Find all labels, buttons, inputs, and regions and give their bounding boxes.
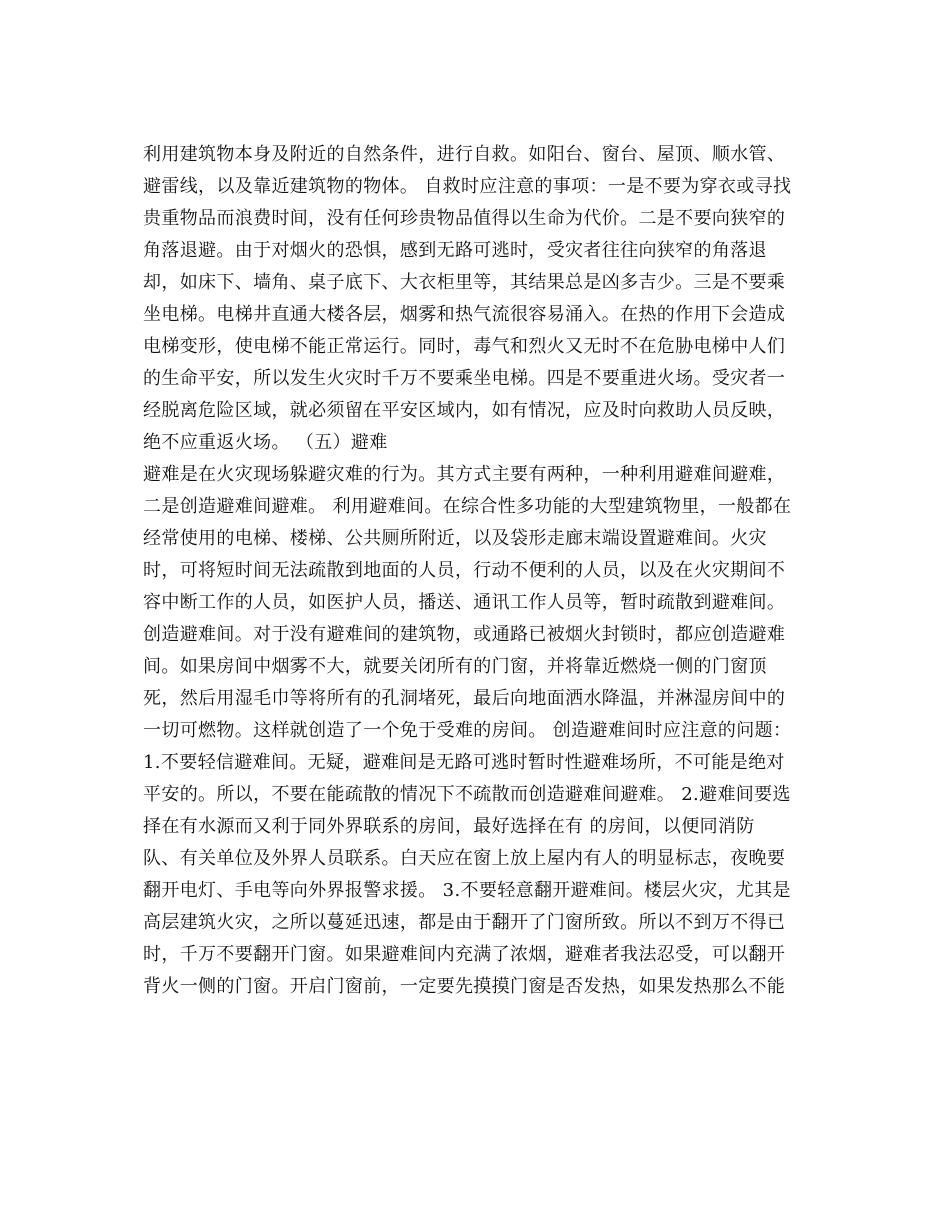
text-line: 坐电梯。电梯井直通大楼各层，烟雾和热气流很容易涌入。在热的作用下会造成 [143, 304, 786, 325]
section-heading-line: 绝不应重返火场。 （五）避难 [143, 432, 388, 453]
text-line: 经脱离危险区域，就必须留在平安区域内，如有情况，应及时向救助人员反映， [143, 400, 786, 421]
text-line: 时，千万不要翻开门窗。如果避难间内充满了浓烟，避难者我法忍受，可以翻开 [143, 944, 786, 965]
text-line: 贵重物品而浪费时间，没有任何珍贵物品值得以生命为代价。二是不要向狭窄的 [143, 208, 786, 229]
text-line: 角落退避。由于对烟火的恐惧，感到无路可逃时，受灾者往往向狭窄的角落退 [143, 240, 767, 261]
text-line: 却，如床下、墙角、桌子底下、大衣柜里等，其结果总是凶多吉少。三是不要乘 [143, 272, 786, 293]
text-line: 高层建筑火灾，之所以蔓延迅速，都是由于翻开了门窗所致。所以不到万不得已 [143, 912, 786, 933]
text-line: 背火一侧的门窗。开启门窗前，一定要先摸摸门窗是否发热，如果发热那么不能 [143, 976, 786, 997]
text-line: 避雷线，以及靠近建筑物的物体。 自救时应注意的事项：一是不要为穿衣或寻找 [143, 176, 792, 197]
text-line: 经常使用的电梯、楼梯、公共厕所附近，以及袋形走廊末端设置避难间。火灾 [143, 528, 767, 549]
text-line: 容中断工作的人员，如医护人员，播送、通讯工作人员等，暂时疏散到避难间。 [143, 592, 786, 613]
text-line: 利用建筑物本身及附近的自然条件，进行自救。如阳台、窗台、屋顶、顺水管、 [143, 144, 786, 165]
document-page [143, 139, 803, 1003]
text-line: 择在有水源而又利于同外界联系的房间，最好选择在有 的房间，以便同消防 [143, 816, 755, 837]
text-line: 平安的。所以，不要在能疏散的情况下不疏散而创造避难间避难。 2.避难间要选 [143, 784, 791, 805]
text-line: 避难是在火灾现场躲避灾难的行为。其方式主要有两种，一种利用避难间避难， [143, 464, 786, 485]
text-line: 一切可燃物。这样就创造了一个免于受难的房间。 创造避难间时应注意的问题： [143, 720, 792, 741]
text-line: 队、有关单位及外界人员联系。白天应在窗上放上屋内有人的明显标志，夜晚要 [143, 848, 786, 869]
text-line: 1.不要轻信避难间。无疑，避难间是无路可逃时暂时性避难场所，不可能是绝对 [143, 752, 785, 773]
text-line: 创造避难间。对于没有避难间的建筑物，或通路已被烟火封锁时，都应创造避难 [143, 624, 786, 645]
text-line: 的生命平安，所以发生火灾时千万不要乘坐电梯。四是不要重进火场。受灾者一 [143, 368, 786, 389]
text-line: 电梯变形，使电梯不能正常运行。同时，毒气和烈火又无时不在危胁电梯中人们 [143, 336, 786, 357]
text-line: 死，然后用湿毛巾等将所有的孔洞堵死，最后向地面洒水降温，并淋湿房间中的 [143, 688, 786, 709]
text-line: 时，可将短时间无法疏散到地面的人员，行动不便利的人员，以及在火灾期间不 [143, 560, 786, 581]
text-line: 翻开电灯、手电等向外界报警求援。 3.不要轻意翻开避难间。楼层火灾，尤其是 [143, 880, 791, 901]
text-line: 间。如果房间中烟雾不大，就要关闭所有的门窗，并将靠近燃烧一侧的门窗顶 [143, 656, 767, 677]
text-line: 二是创造避难间避难。 利用避难间。在综合性多功能的大型建筑物里，一般都在 [143, 496, 792, 517]
